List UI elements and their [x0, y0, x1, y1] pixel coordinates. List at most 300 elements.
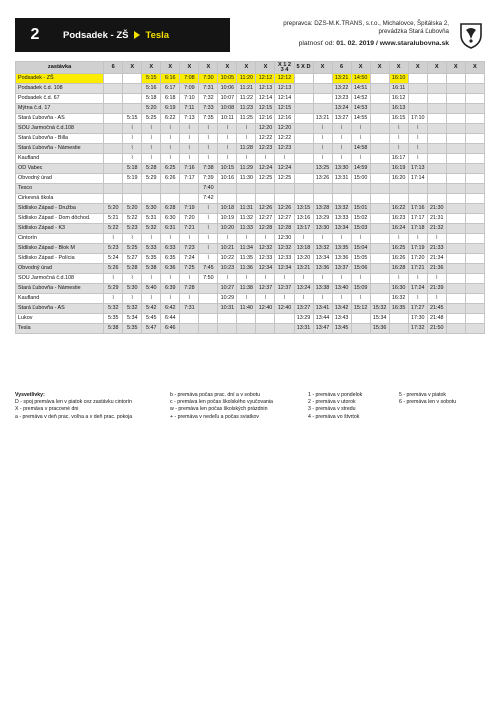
stop-name: Mýtna č.d. 17 — [16, 104, 104, 114]
departure-time — [294, 164, 313, 174]
table-row — [16, 294, 485, 304]
departure-time: 14:55 — [351, 114, 370, 124]
table-row — [16, 104, 485, 114]
departure-time — [370, 74, 389, 84]
departure-time — [427, 124, 446, 134]
table-row — [16, 164, 485, 174]
legend-item: X - premáva v pracovné dni — [15, 406, 79, 413]
departure-time: ⌇ — [218, 144, 237, 154]
table-row — [16, 204, 485, 214]
departure-time: 13:36 — [313, 264, 332, 274]
table-row — [16, 184, 485, 194]
stop-name: Sídlisko Západ - K3 — [16, 224, 104, 234]
table-row — [16, 114, 485, 124]
departure-time: 5:23 — [123, 224, 142, 234]
departure-time — [256, 194, 275, 204]
departure-time: ⌇ — [123, 154, 142, 164]
departure-time — [465, 174, 484, 184]
stop-name: Stará Ľubovňa - AS — [16, 114, 104, 124]
departure-time — [446, 254, 465, 264]
departure-time: 12:25 — [275, 174, 294, 184]
stop-name: Cintorín — [16, 234, 104, 244]
departure-time: 13:30 — [332, 164, 351, 174]
departure-time: 11:31 — [237, 204, 256, 214]
departure-time: 5:28 — [142, 164, 161, 174]
departure-time: 13:29 — [313, 214, 332, 224]
departure-time: 7:33 — [199, 104, 218, 114]
departure-time: ⌇ — [180, 234, 199, 244]
departure-time — [427, 154, 446, 164]
legend-item: 2 - premáva v utorok — [308, 399, 356, 406]
departure-time — [427, 84, 446, 94]
departure-time: 5:20 — [142, 104, 161, 114]
departure-time: ⌇ — [199, 234, 218, 244]
departure-time: ⌇ — [332, 274, 351, 284]
departure-time — [351, 314, 370, 324]
table-row — [16, 74, 485, 84]
departure-time: 10:27 — [218, 284, 237, 294]
departure-time — [104, 154, 123, 164]
departure-time — [446, 204, 465, 214]
departure-time: 13:24 — [294, 284, 313, 294]
departure-time: 13:38 — [313, 284, 332, 294]
departure-time: 5:20 — [104, 204, 123, 214]
departure-time: 5:24 — [104, 254, 123, 264]
departure-time: ⌇ — [256, 234, 275, 244]
departure-time: 7:10 — [180, 94, 199, 104]
table-row — [16, 214, 485, 224]
departure-time — [446, 84, 465, 94]
departure-time: 21:48 — [427, 314, 446, 324]
departure-time: 14:52 — [351, 94, 370, 104]
departure-time: ⌇ — [237, 134, 256, 144]
departure-time — [446, 164, 465, 174]
stop-name: OD Vabec — [16, 164, 104, 174]
departure-time — [465, 84, 484, 94]
departure-time: 5:34 — [123, 314, 142, 324]
departure-time: 13:28 — [313, 204, 332, 214]
timetable — [15, 61, 485, 334]
departure-time: ⌇ — [332, 234, 351, 244]
departure-time: 5:29 — [104, 284, 123, 294]
departure-time: 5:18 — [123, 164, 142, 174]
departure-time — [465, 314, 484, 324]
departure-time: 5:30 — [123, 284, 142, 294]
departure-time — [408, 94, 427, 104]
departure-time: 6:36 — [161, 264, 180, 274]
departure-time: ⌇ — [161, 144, 180, 154]
departure-time — [370, 264, 389, 274]
departure-time: ⌇ — [142, 154, 161, 164]
departure-time — [294, 154, 313, 164]
departure-time: 7:35 — [199, 114, 218, 124]
departure-time: 5:23 — [104, 244, 123, 254]
departure-time — [465, 234, 484, 244]
column-header-trip: X — [161, 62, 180, 74]
timetable-header-row — [16, 62, 485, 74]
departure-time — [446, 294, 465, 304]
operator-line2: prevádzka Stará Ľubovňa — [378, 28, 449, 36]
departure-time: 15:09 — [351, 284, 370, 294]
column-header-trip: X — [142, 62, 161, 74]
departure-time: 7:11 — [180, 104, 199, 114]
departure-time — [104, 164, 123, 174]
departure-time: 12:33 — [256, 254, 275, 264]
stop-name: Sídlisko Západ - Dom dôchod. — [16, 214, 104, 224]
departure-time: 6:39 — [161, 284, 180, 294]
departure-time — [465, 294, 484, 304]
departure-time: ⌇ — [218, 154, 237, 164]
departure-time — [370, 244, 389, 254]
departure-time — [237, 314, 256, 324]
departure-time: 7:24 — [180, 254, 199, 264]
table-row — [16, 234, 485, 244]
departure-time — [104, 144, 123, 154]
departure-time: 16:10 — [389, 74, 408, 84]
departure-time: 6:35 — [161, 254, 180, 264]
departure-time — [275, 324, 294, 334]
departure-time: 7:19 — [180, 204, 199, 214]
legend-item: 4 - premáva vo štvrtok — [308, 413, 360, 420]
departure-time — [104, 194, 123, 204]
stop-name: Podsadek - ZŠ — [16, 74, 104, 84]
departure-time: 7:23 — [180, 244, 199, 254]
departure-time: 5:28 — [123, 264, 142, 274]
departure-time: 14:53 — [351, 104, 370, 114]
departure-time — [408, 184, 427, 194]
departure-time: 12:14 — [256, 94, 275, 104]
departure-time: ⌇ — [199, 254, 218, 264]
legend-item: 6 - premáva len v sobotu — [399, 399, 457, 406]
departure-time: 13:41 — [313, 304, 332, 314]
departure-time — [465, 134, 484, 144]
departure-time — [446, 274, 465, 284]
route-title — [55, 18, 230, 52]
legend-item: 5 - premáva v piatok — [399, 392, 446, 398]
departure-time: 6:30 — [161, 214, 180, 224]
departure-time: ⌇ — [123, 234, 142, 244]
departure-time — [104, 184, 123, 194]
column-header-trip: X — [408, 62, 427, 74]
departure-time: ⌇ — [104, 294, 123, 304]
coat-of-arms-icon — [457, 18, 485, 52]
departure-time: 16:24 — [389, 224, 408, 234]
column-header-trip: X — [180, 62, 199, 74]
departure-time: ⌇ — [427, 274, 446, 284]
departure-time: ⌇ — [161, 234, 180, 244]
departure-time — [465, 194, 484, 204]
departure-time: 11:33 — [237, 224, 256, 234]
departure-time: ⌇ — [427, 234, 446, 244]
departure-time — [294, 94, 313, 104]
line-number: 2 — [15, 18, 55, 52]
departure-time: 13:43 — [332, 314, 351, 324]
departure-time — [104, 94, 123, 104]
departure-time: 6:26 — [161, 174, 180, 184]
departure-time: 17:18 — [408, 224, 427, 234]
departure-time: ⌇ — [218, 274, 237, 284]
route-from: Podsadek - ZŠ — [63, 29, 129, 41]
operator-line1: prepravca: DZS-M.K.TRANS, s.r.o., Michalovce, Špitálska 2, — [283, 20, 449, 27]
departure-time: 15:32 — [370, 304, 389, 314]
departure-time: 7:17 — [180, 174, 199, 184]
departure-time: ⌇ — [256, 274, 275, 284]
departure-time: 12:32 — [256, 244, 275, 254]
departure-time: 5:47 — [142, 324, 161, 334]
departure-time — [370, 154, 389, 164]
departure-time: 5:26 — [104, 264, 123, 274]
departure-time: 12:34 — [275, 264, 294, 274]
departure-time: 12:20 — [256, 124, 275, 134]
departure-time — [123, 94, 142, 104]
table-row — [16, 124, 485, 134]
departure-time: ⌇ — [123, 134, 142, 144]
stop-name: Kaufland — [16, 154, 104, 164]
departure-time: 6:16 — [161, 74, 180, 84]
departure-time — [446, 244, 465, 254]
departure-time — [294, 194, 313, 204]
departure-time: 17:13 — [408, 164, 427, 174]
departure-time — [370, 164, 389, 174]
departure-time — [427, 104, 446, 114]
departure-time: 11:40 — [237, 304, 256, 314]
website-link[interactable]: www.staralubovna.sk — [379, 39, 449, 47]
departure-time: ⌇ — [237, 274, 256, 284]
departure-time: 16:19 — [389, 164, 408, 174]
departure-time: 5:30 — [142, 204, 161, 214]
departure-time: 13:23 — [332, 94, 351, 104]
departure-time: 13:21 — [294, 264, 313, 274]
departure-time: 5:29 — [142, 174, 161, 184]
departure-time — [294, 144, 313, 154]
departure-time: ⌇ — [104, 234, 123, 244]
departure-time: 12:15 — [256, 104, 275, 114]
departure-time — [332, 194, 351, 204]
departure-time — [313, 104, 332, 114]
departure-time: 5:27 — [123, 254, 142, 264]
departure-time — [218, 324, 237, 334]
departure-time: 12:13 — [256, 84, 275, 94]
departure-time — [256, 314, 275, 324]
departure-time: ⌇ — [180, 294, 199, 304]
stop-name: Podsadek č.d. 108 — [16, 84, 104, 94]
departure-time: 17:32 — [408, 324, 427, 334]
departure-time — [446, 134, 465, 144]
stop-name: Stará Ľubovňa - Billa — [16, 134, 104, 144]
departure-time — [218, 314, 237, 324]
departure-time: ⌇ — [199, 144, 218, 154]
departure-time — [199, 314, 218, 324]
departure-time — [370, 134, 389, 144]
table-row — [16, 314, 485, 324]
departure-time: ⌇ — [351, 154, 370, 164]
departure-time — [294, 184, 313, 194]
departure-time — [446, 94, 465, 104]
departure-time: 17:27 — [408, 304, 427, 314]
departure-time: 21:30 — [427, 204, 446, 214]
departure-time: 7:31 — [180, 304, 199, 314]
departure-time — [446, 284, 465, 294]
departure-time: ⌇ — [294, 234, 313, 244]
departure-time: 10:06 — [218, 84, 237, 94]
departure-time: 12:27 — [256, 214, 275, 224]
departure-time: 13:30 — [313, 224, 332, 234]
departure-time: 16:15 — [389, 114, 408, 124]
departure-time — [389, 314, 408, 324]
departure-time: ⌇ — [237, 294, 256, 304]
departure-time: 13:32 — [332, 204, 351, 214]
departure-time: ⌇ — [180, 124, 199, 134]
stop-name: Sídlisko Západ - Polícia — [16, 254, 104, 264]
departure-time — [389, 194, 408, 204]
departure-time: ⌇ — [199, 214, 218, 224]
departure-time: 12:24 — [275, 164, 294, 174]
departure-time: 5:25 — [123, 244, 142, 254]
departure-time: 15:05 — [351, 254, 370, 264]
departure-time: ⌇ — [123, 294, 142, 304]
departure-time: ⌇ — [218, 124, 237, 134]
departure-time — [446, 304, 465, 314]
departure-time — [123, 74, 142, 84]
departure-time: 5:35 — [142, 254, 161, 264]
departure-time: 16:22 — [389, 204, 408, 214]
departure-time: 10:15 — [218, 164, 237, 174]
departure-time — [465, 94, 484, 104]
departure-time: 12:32 — [275, 244, 294, 254]
stop-name: Kaufland — [16, 294, 104, 304]
departure-time: ⌇ — [408, 124, 427, 134]
departure-time — [218, 184, 237, 194]
departure-time — [256, 324, 275, 334]
legend-col-4 — [399, 392, 456, 406]
departure-time: 13:31 — [332, 174, 351, 184]
departure-time: 5:21 — [104, 214, 123, 224]
departure-time: ⌇ — [180, 134, 199, 144]
departure-time: ⌇ — [180, 154, 199, 164]
departure-time: ⌇ — [199, 154, 218, 164]
departure-time — [199, 324, 218, 334]
departure-time: 7:40 — [199, 184, 218, 194]
departure-time — [446, 324, 465, 334]
departure-time: 13:27 — [332, 114, 351, 124]
departure-time: ⌇ — [161, 274, 180, 284]
departure-time: 17:19 — [408, 244, 427, 254]
departure-time — [104, 124, 123, 134]
column-header-trip: X — [237, 62, 256, 74]
table-row — [16, 254, 485, 264]
departure-time: 16:13 — [389, 104, 408, 114]
departure-time — [370, 114, 389, 124]
departure-time: 12:13 — [275, 84, 294, 94]
stop-name: Stará Ľubovňa - Námestie — [16, 284, 104, 294]
departure-time: 10:18 — [218, 204, 237, 214]
departure-time: ⌇ — [351, 294, 370, 304]
departure-time: ⌇ — [332, 124, 351, 134]
departure-time: 14:51 — [351, 84, 370, 94]
departure-time — [465, 204, 484, 214]
departure-time — [180, 314, 199, 324]
departure-time — [446, 314, 465, 324]
departure-time: 7:21 — [180, 224, 199, 234]
departure-time — [465, 114, 484, 124]
departure-time: 13:34 — [313, 254, 332, 264]
legend-item: + - premáva v nedeľu a počas sviatkov — [170, 413, 260, 420]
departure-time — [275, 184, 294, 194]
departure-time — [294, 124, 313, 134]
departure-time: 13:31 — [294, 324, 313, 334]
departure-time: 10:23 — [218, 264, 237, 274]
departure-time: 17:16 — [408, 204, 427, 214]
departure-time: 11:29 — [237, 164, 256, 174]
departure-time: 13:27 — [294, 304, 313, 314]
departure-time: 13:16 — [294, 214, 313, 224]
departure-time: ⌇ — [180, 144, 199, 154]
departure-time — [465, 324, 484, 334]
departure-time: 12:40 — [275, 304, 294, 314]
departure-time — [370, 294, 389, 304]
departure-time — [104, 114, 123, 124]
departure-time: 6:19 — [161, 104, 180, 114]
departure-time: ⌇ — [142, 144, 161, 154]
table-row — [16, 84, 485, 94]
departure-time: 5:16 — [142, 84, 161, 94]
column-header-trip: X 1 2 3 4 — [275, 62, 294, 74]
departure-time: 12:15 — [275, 104, 294, 114]
departure-time: 16:30 — [389, 284, 408, 294]
departure-time: ⌇ — [199, 224, 218, 234]
departure-time: 17:30 — [408, 314, 427, 324]
departure-time: 5:35 — [123, 324, 142, 334]
departure-time: 16:25 — [389, 244, 408, 254]
departure-time — [446, 214, 465, 224]
departure-time: 5:22 — [104, 224, 123, 234]
departure-time: 10:31 — [218, 304, 237, 314]
departure-time — [199, 294, 218, 304]
departure-time: 5:18 — [142, 94, 161, 104]
column-header-stop: zastávka — [16, 62, 104, 74]
departure-time — [294, 134, 313, 144]
departure-time — [237, 324, 256, 334]
departure-time: 6:22 — [161, 114, 180, 124]
departure-time: 5:42 — [142, 304, 161, 314]
table-row — [16, 274, 485, 284]
departure-time: ⌇ — [294, 274, 313, 284]
departure-time — [427, 184, 446, 194]
departure-time — [427, 164, 446, 174]
departure-time — [370, 254, 389, 264]
column-header-trip: X — [256, 62, 275, 74]
departure-time — [313, 184, 332, 194]
departure-time — [408, 84, 427, 94]
departure-time — [446, 184, 465, 194]
departure-time — [180, 184, 199, 194]
departure-time — [351, 194, 370, 204]
column-header-trip: X — [446, 62, 465, 74]
departure-time — [446, 124, 465, 134]
legend-item: 1 - premáva v pondelok — [308, 392, 363, 398]
departure-time: ⌇ — [408, 144, 427, 154]
departure-time: ⌇ — [275, 154, 294, 164]
departure-time: 5:45 — [142, 314, 161, 324]
departure-time — [389, 184, 408, 194]
departure-time: 15:04 — [351, 244, 370, 254]
departure-time: 12:22 — [275, 134, 294, 144]
departure-time: 5:15 — [123, 114, 142, 124]
departure-time: 7:30 — [199, 74, 218, 84]
column-header-trip: X — [313, 62, 332, 74]
departure-time — [465, 154, 484, 164]
departure-time: 15:03 — [351, 224, 370, 234]
